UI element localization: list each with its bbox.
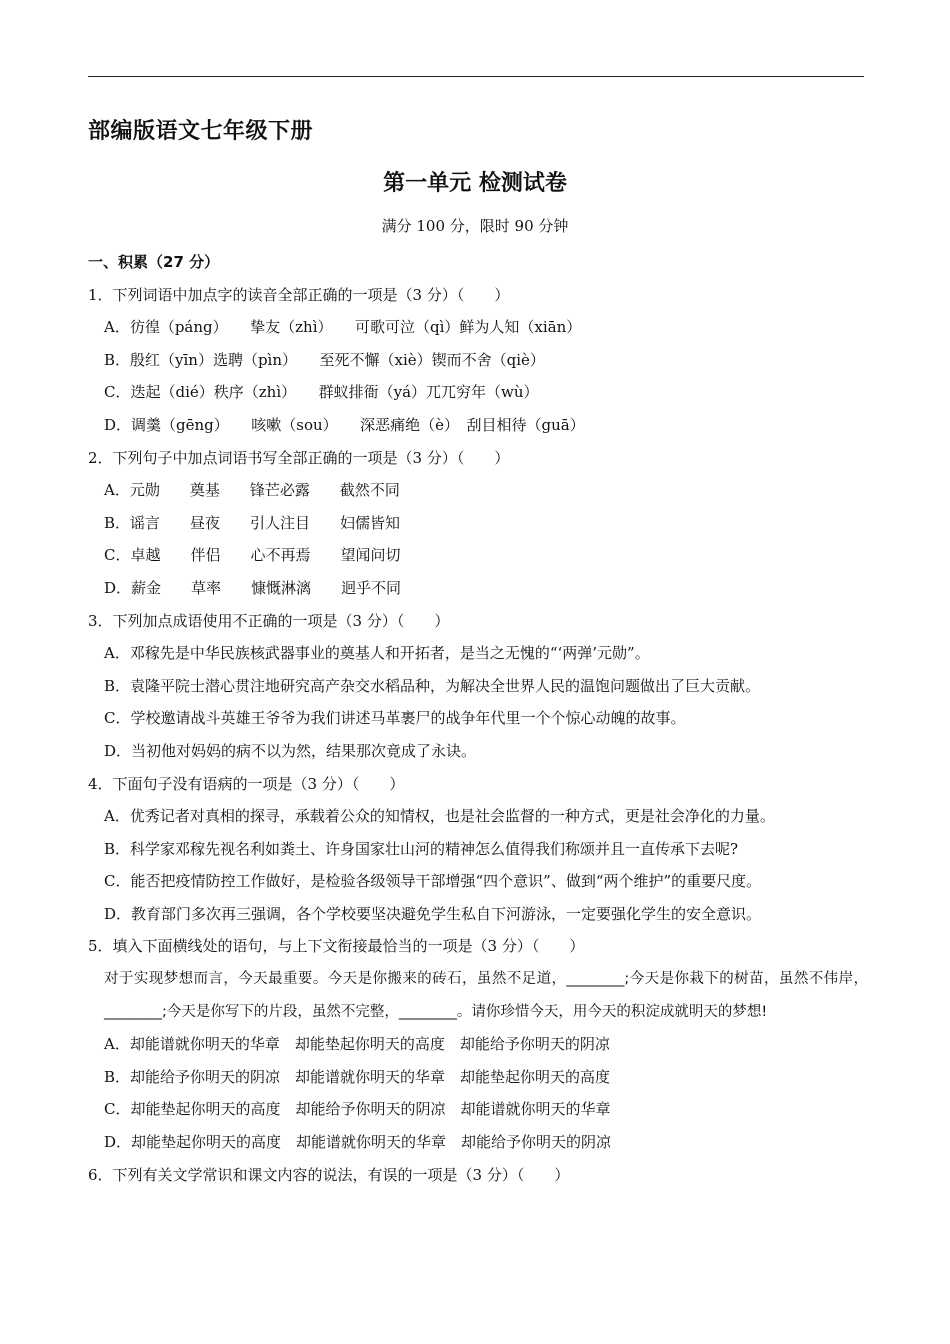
question-4-option-a: A．优秀记者对真相的探寻，承载着公众的知情权，也是社会监督的一种方式，更是社会净化的力量。 [104, 807, 775, 826]
question-3-option-d: D．当初他对妈妈的病不以为然，结果那次竟成了永诀。 [104, 741, 477, 760]
question-2-option-a: A．元勋 奠基 锋芒必露 截然不同 [104, 481, 400, 500]
question-3-option-b: B．袁隆平院士潜心贯注地研究高产杂交水稻品种，为解决全世界人民的温饱问题做出了巨大贡献。 [104, 676, 761, 695]
question-1-stem: 1．下列词语中加点字的读音全部正确的一项是（3 分）（ ） [88, 285, 510, 304]
question-5-option-d: D．却能垫起你明天的高度 却能谱就你明天的华章 却能给予你明天的阴凉 [104, 1133, 612, 1152]
question-5-option-a: A．却能谱就你明天的华章 却能垫起你明天的高度 却能给予你明天的阴凉 [104, 1035, 610, 1054]
unit-title: 第一单元 检测试卷 [383, 171, 567, 196]
question-5-option-c: C．却能垫起你明天的高度 却能给予你明天的阴凉 却能谱就你明天的华章 [104, 1100, 611, 1119]
question-4-option-c: C．能否把疫情防控工作做好，是检验各级领导干部增强“四个意识”、做到“两个维护”的重要尺度。 [104, 872, 762, 891]
question-1-option-a: A．彷徨（páng） 挚友（zhì） 可歌可泣（qì）鲜为人知（xiān） [104, 318, 582, 337]
question-4-option-d: D．教育部门多次再三强调，各个学校要坚决避免学生私自下河游泳，一定要强化学生的安全意识。 [104, 904, 762, 923]
exam-content [88, 246, 868, 1191]
question-2-option-d: D．薪金 草率 慷慨淋漓 迥乎不同 [104, 578, 402, 597]
question-5-passage: 对于实现梦想而言，今天最重要。今天是你搬来的砖石，虽然不足道，________;今天是你栽下的树苗，虽然不伟岸，________;今天是你写下的片段，虽然不完整，________。请你珍惜今天，用今天的积淀成就明天的梦想! [104, 971, 868, 1020]
question-3-option-a: A．邓稼先是中华民族核武器事业的奠基人和开拓者，是当之无愧的“‘两弹’元勋”。 [104, 644, 650, 663]
section-heading: 一、积累（27 分） [88, 253, 220, 271]
question-5-option-b: B．却能给予你明天的阴凉 却能谱就你明天的华章 却能垫起你明天的高度 [104, 1067, 611, 1086]
question-5-stem: 5．填入下面横线处的语句，与上下文衔接最恰当的一项是（3 分）（ ） [88, 937, 585, 956]
question-2-option-c: C．卓越 伴侣 心不再焉 望闻问切 [104, 546, 401, 565]
exam-subtitle: 满分 100 分，限时 90 分钟 [381, 217, 569, 235]
question-3-stem: 3．下列加点成语使用不正确的一项是（3 分）（ ） [88, 611, 450, 630]
question-3-option-c: C．学校邀请战斗英雄王爷爷为我们讲述马革裹尸的战争年代里一个个惊心动魄的故事。 [104, 709, 686, 728]
question-1-option-d: D．调羹（gēng） 咳嗽（sou） 深恶痛绝（è） 刮目相待（guā） [104, 415, 585, 434]
question-1-option-c: C．迭起（dié）秩序（zhì） 群蚁排衙（yá）兀兀穷年（wù） [104, 383, 539, 402]
question-2-option-b: B．谣言 昼夜 引人注目 妇儒皆知 [104, 513, 401, 532]
question-6-stem: 6．下列有关文学常识和课文内容的说法，有误的一项是（3 分）（ ） [88, 1165, 570, 1184]
book-title: 部编版语文七年级下册 [88, 119, 314, 144]
question-2-stem: 2．下列句子中加点词语书写全部正确的一项是（3 分）（ ） [88, 448, 510, 467]
question-4-stem: 4．下面句子没有语病的一项是（3 分）（ ） [88, 774, 405, 793]
question-4-option-b: B．科学家邓稼先视名利如粪土、许身国家壮山河的精神怎么值得我们称颂并且一直传承下去呢? [104, 839, 739, 858]
question-1-option-b: B．殷红（yīn）选聘（pìn） 至死不懈（xiè）锲而不舍（qiè） [104, 350, 545, 369]
header-rule [88, 76, 864, 77]
